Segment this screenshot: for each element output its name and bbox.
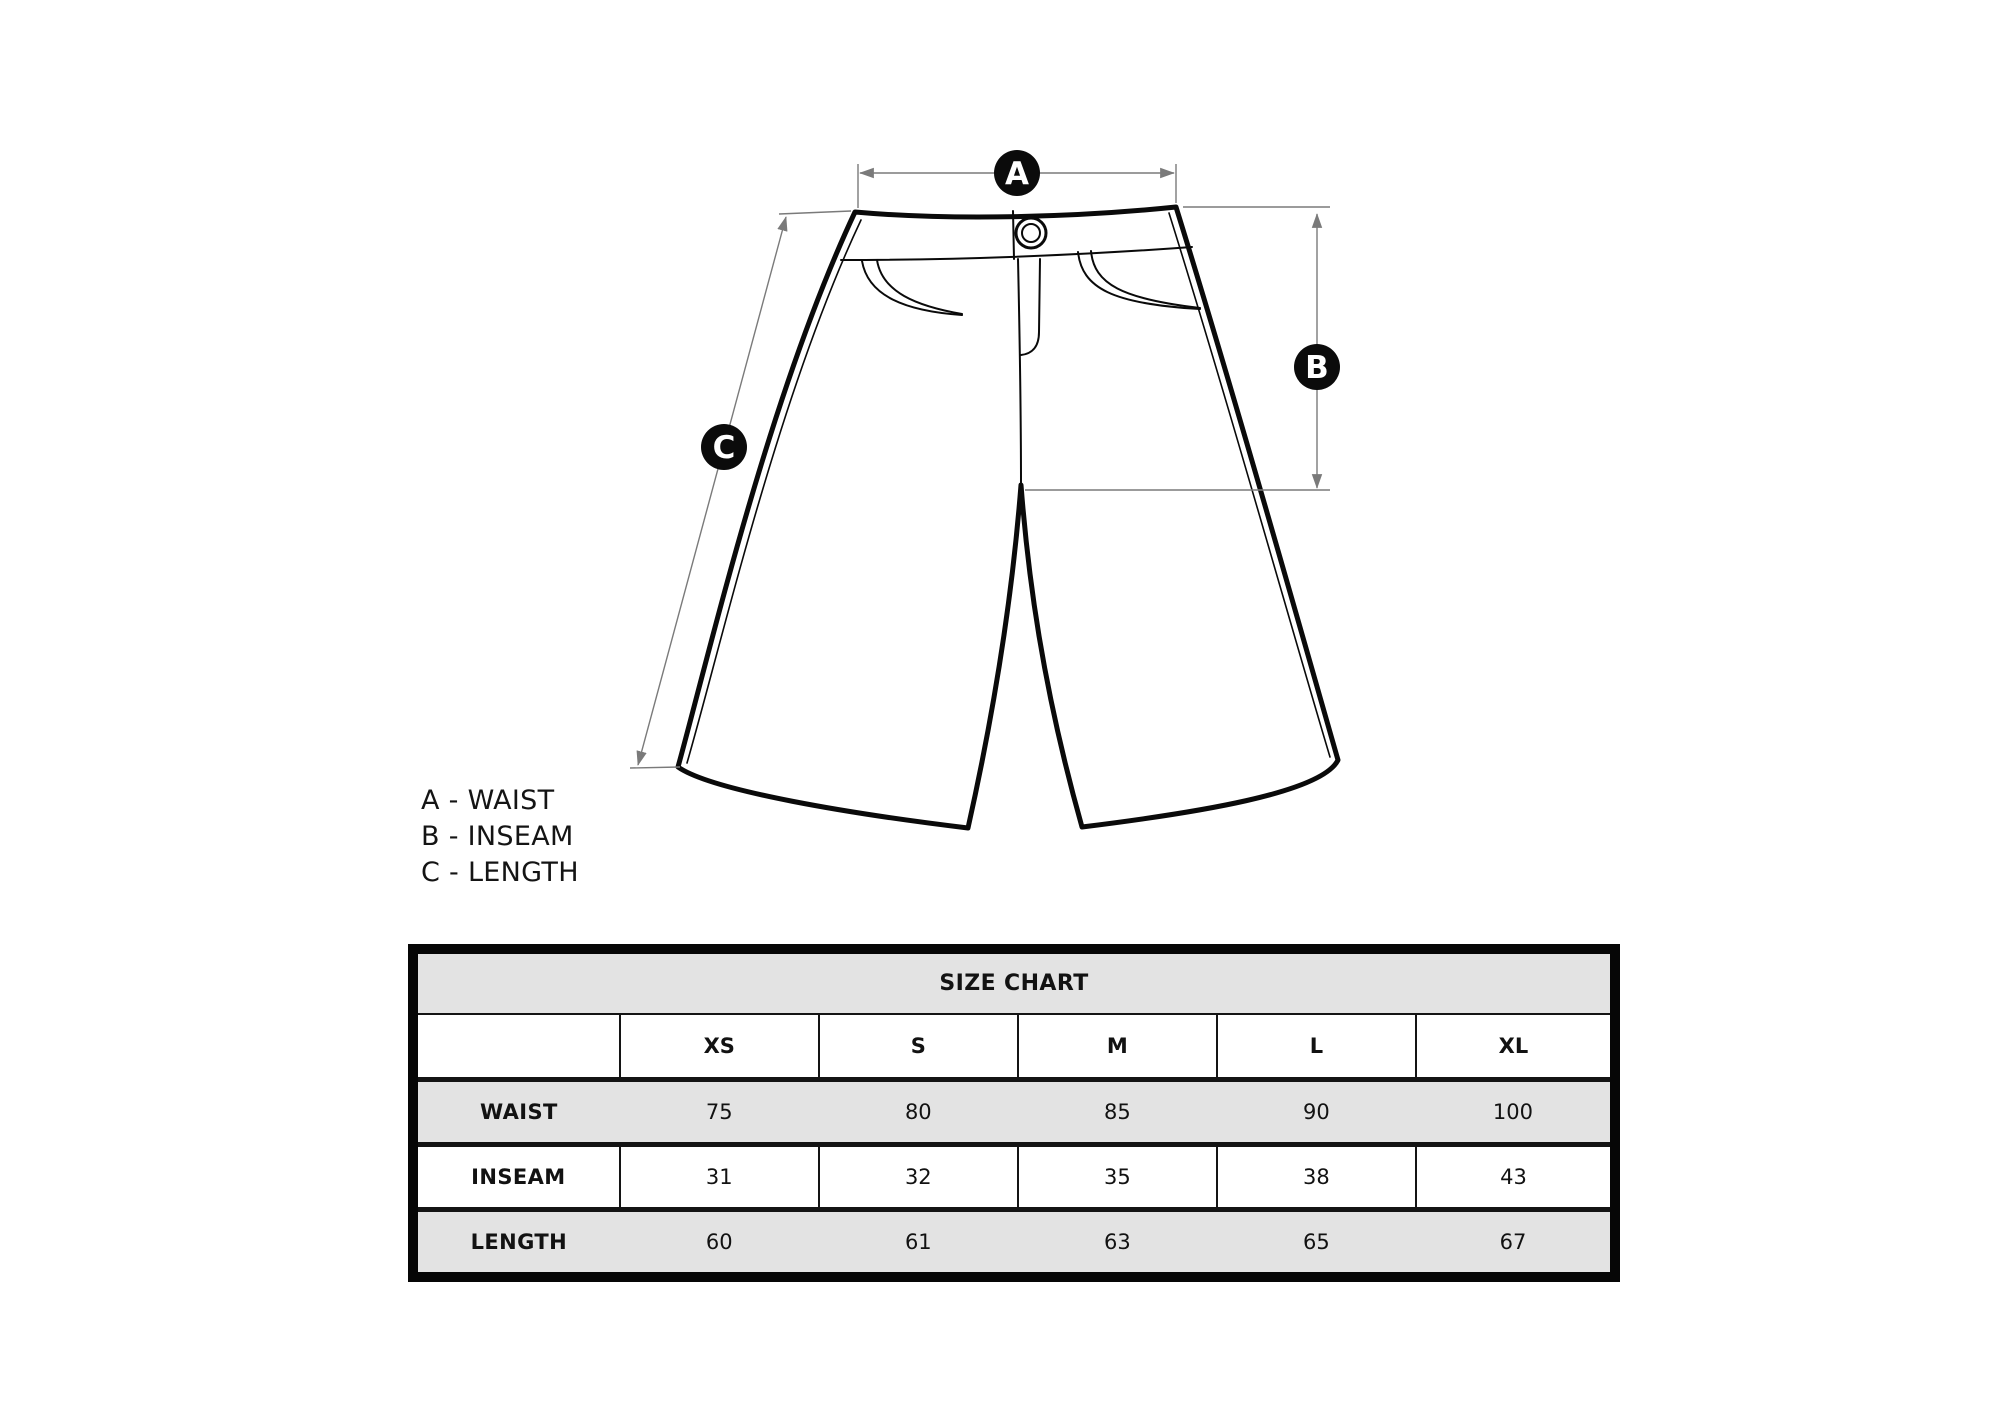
- row-label-inseam: INSEAM: [413, 1145, 620, 1210]
- table-row-length: [413, 1210, 1615, 1278]
- legend-item-length: C - LENGTH: [421, 857, 579, 888]
- legend-item-inseam: B - INSEAM: [421, 821, 574, 852]
- dim-c-ext-top: [779, 211, 851, 214]
- waist-l: 90: [1217, 1080, 1416, 1145]
- marker-b-label: B: [1305, 350, 1329, 386]
- size-header-l: L: [1217, 1014, 1416, 1080]
- inseam-xs: 31: [620, 1145, 819, 1210]
- length-xs: 60: [620, 1210, 819, 1278]
- row-label-waist: WAIST: [413, 1080, 620, 1145]
- length-s: 61: [819, 1210, 1018, 1278]
- size-header-row: [413, 1014, 1615, 1080]
- shorts-outline: [678, 207, 1338, 828]
- size-header-xs: XS: [620, 1014, 819, 1080]
- legend-item-waist: A - WAIST: [421, 785, 555, 816]
- inseam-l: 38: [1217, 1145, 1416, 1210]
- marker-c-label: C: [712, 430, 736, 466]
- table-row-inseam: [413, 1145, 1615, 1210]
- inseam-m: 35: [1018, 1145, 1217, 1210]
- table-title-row: [413, 949, 1615, 1014]
- length-l: 65: [1217, 1210, 1416, 1278]
- waist-xl: 100: [1416, 1080, 1615, 1145]
- length-m: 63: [1018, 1210, 1217, 1278]
- size-chart-table: [408, 944, 1620, 1282]
- waist-m: 85: [1018, 1080, 1217, 1145]
- dim-c-ext-bottom: [630, 767, 680, 768]
- size-header-m: M: [1018, 1014, 1217, 1080]
- shorts-body: [678, 207, 1338, 828]
- waist-s: 80: [819, 1080, 1018, 1145]
- table-row-waist: [413, 1080, 1615, 1145]
- inseam-xl: 43: [1416, 1145, 1615, 1210]
- inseam-s: 32: [819, 1145, 1018, 1210]
- corner-cell: [413, 1014, 620, 1080]
- length-xl: 67: [1416, 1210, 1615, 1278]
- waist-xs: 75: [620, 1080, 819, 1145]
- row-label-length: LENGTH: [413, 1210, 620, 1278]
- size-header-s: S: [819, 1014, 1018, 1080]
- measurement-legend: [421, 783, 579, 891]
- size-header-xl: XL: [1416, 1014, 1615, 1080]
- table-title: SIZE CHART: [413, 949, 1615, 1014]
- marker-a-label: A: [1005, 156, 1029, 192]
